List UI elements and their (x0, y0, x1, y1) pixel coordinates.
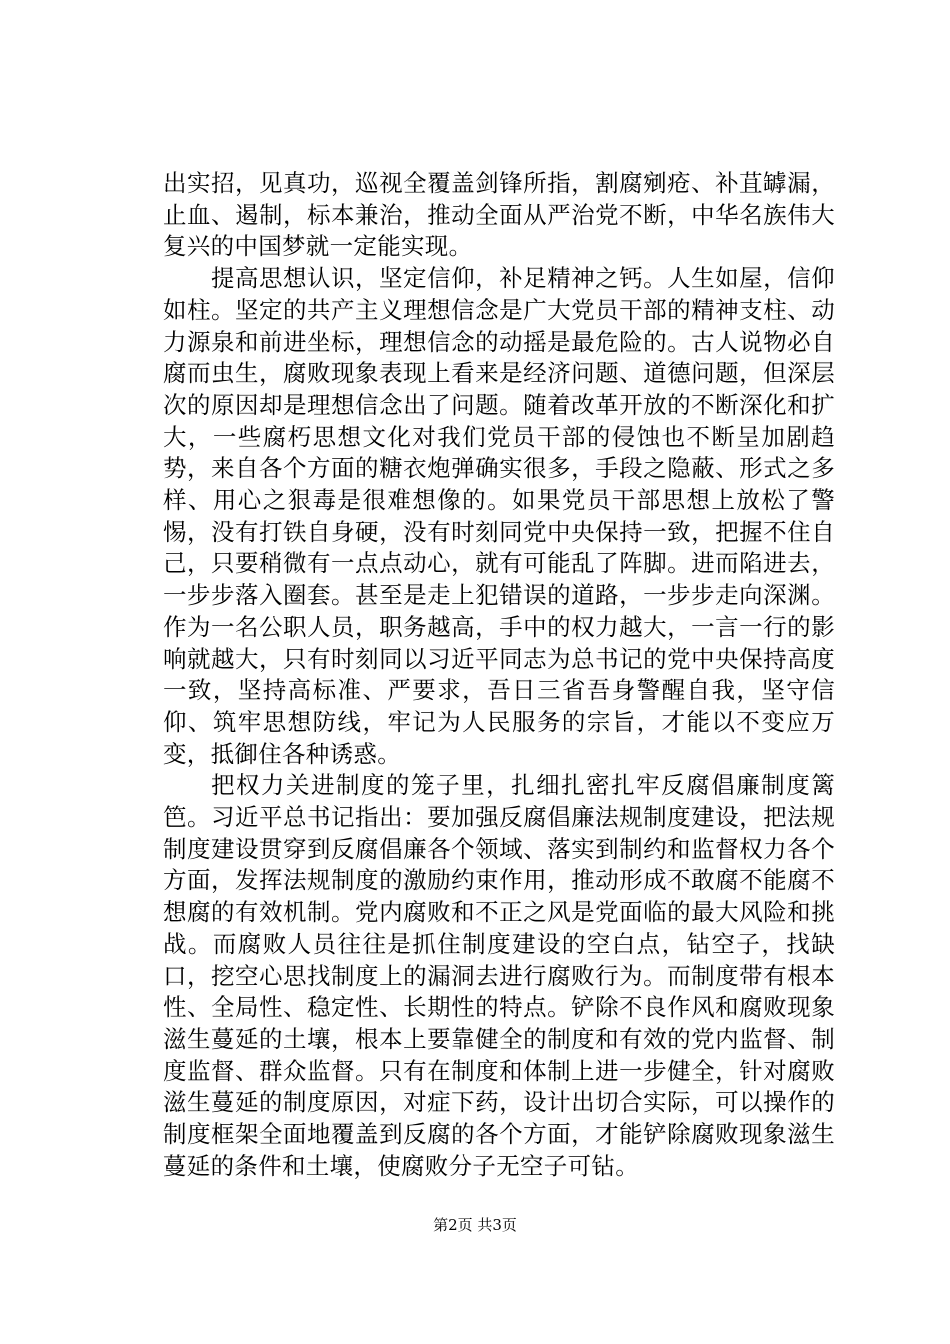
paragraph-continuation: 出实招，见真功，巡视全覆盖剑锋所指，割腐剜疮、补苴罅漏，止血、遏制，标本兼治，推动全面从严治党不断，中华名族伟大复兴的中国梦就一定能实现。 (163, 169, 835, 261)
paragraph-ideals-belief: 提高思想认识，坚定信仰，补足精神之钙。人生如屋，信仰如柱。坚定的共产主义理想信念是广大党员干部的精神支柱、动力源泉和前进坐标，理想信念的动摇是最危险的。古人说物必自腐而虫生，腐败现象表现上看来是经济问题、道德问题，但深层次的原因却是理想信念出了问题。随着改革开放的不断深化和扩大，一些腐朽思想文化对我们党员干部的侵蚀也不断呈加剧趋势，来自各个方面的糖衣炮弹确实很多，手段之隐蔽、形式之多样、用心之狠毒是很难想像的。如果党员干部思想上放松了警惕，没有打铁自身硬，没有时刻同党中央保持一致，把握不住自己，只要稍微有一点点动心，就有可能乱了阵脚。进而陷进去，一步步落入圈套。甚至是走上犯错误的道路，一步步走向深渊。作为一名公职人员，职务越高，手中的权力越大，一言一行的影响就越大，只有时刻同以习近平同志为总书记的党中央保持高度一致，坚持高标准、严要求，吾日三省吾身警醒自我，坚守信仰、筑牢思想防线，牢记为人民服务的宗旨，才能以不变应万变，抵御住各种诱惑。 (163, 264, 835, 768)
page-number-footer: 第2页 共3页 (433, 1216, 517, 1234)
paragraph-institutional-cage: 把权力关进制度的笼子里，扎细扎密扎牢反腐倡廉制度篱笆。习近平总书记指出：要加强反腐倡廉法规制度建设，把法规制度建设贯穿到反腐倡廉各个领域、落实到制约和监督权力各个方面，发挥法规制度的激励约束作用，推动形成不敢腐不能腐不想腐的有效机制。党内腐败和不正之风是党面临的最大风险和挑战。而腐败人员往往是抓住制度建设的空白点，钻空子，找缺口，挖空心思找制度上的漏洞去进行腐败行为。而制度带有根本性、全局性、稳定性、长期性的特点。铲除不良作风和腐败现象滋生蔓延的土壤，根本上要靠健全的制度和有效的党内监督、制度监督、群众监督。只有在制度和体制上进一步健全，针对腐败滋生蔓延的制度原因，对症下药，设计出切合实际，可以操作的制度框架全面地覆盖到反腐的各个方面，才能铲除腐败现象滋生蔓延的条件和土壤，使腐败分子无空子可钻。 (163, 771, 835, 1180)
document-body (163, 168, 835, 1183)
